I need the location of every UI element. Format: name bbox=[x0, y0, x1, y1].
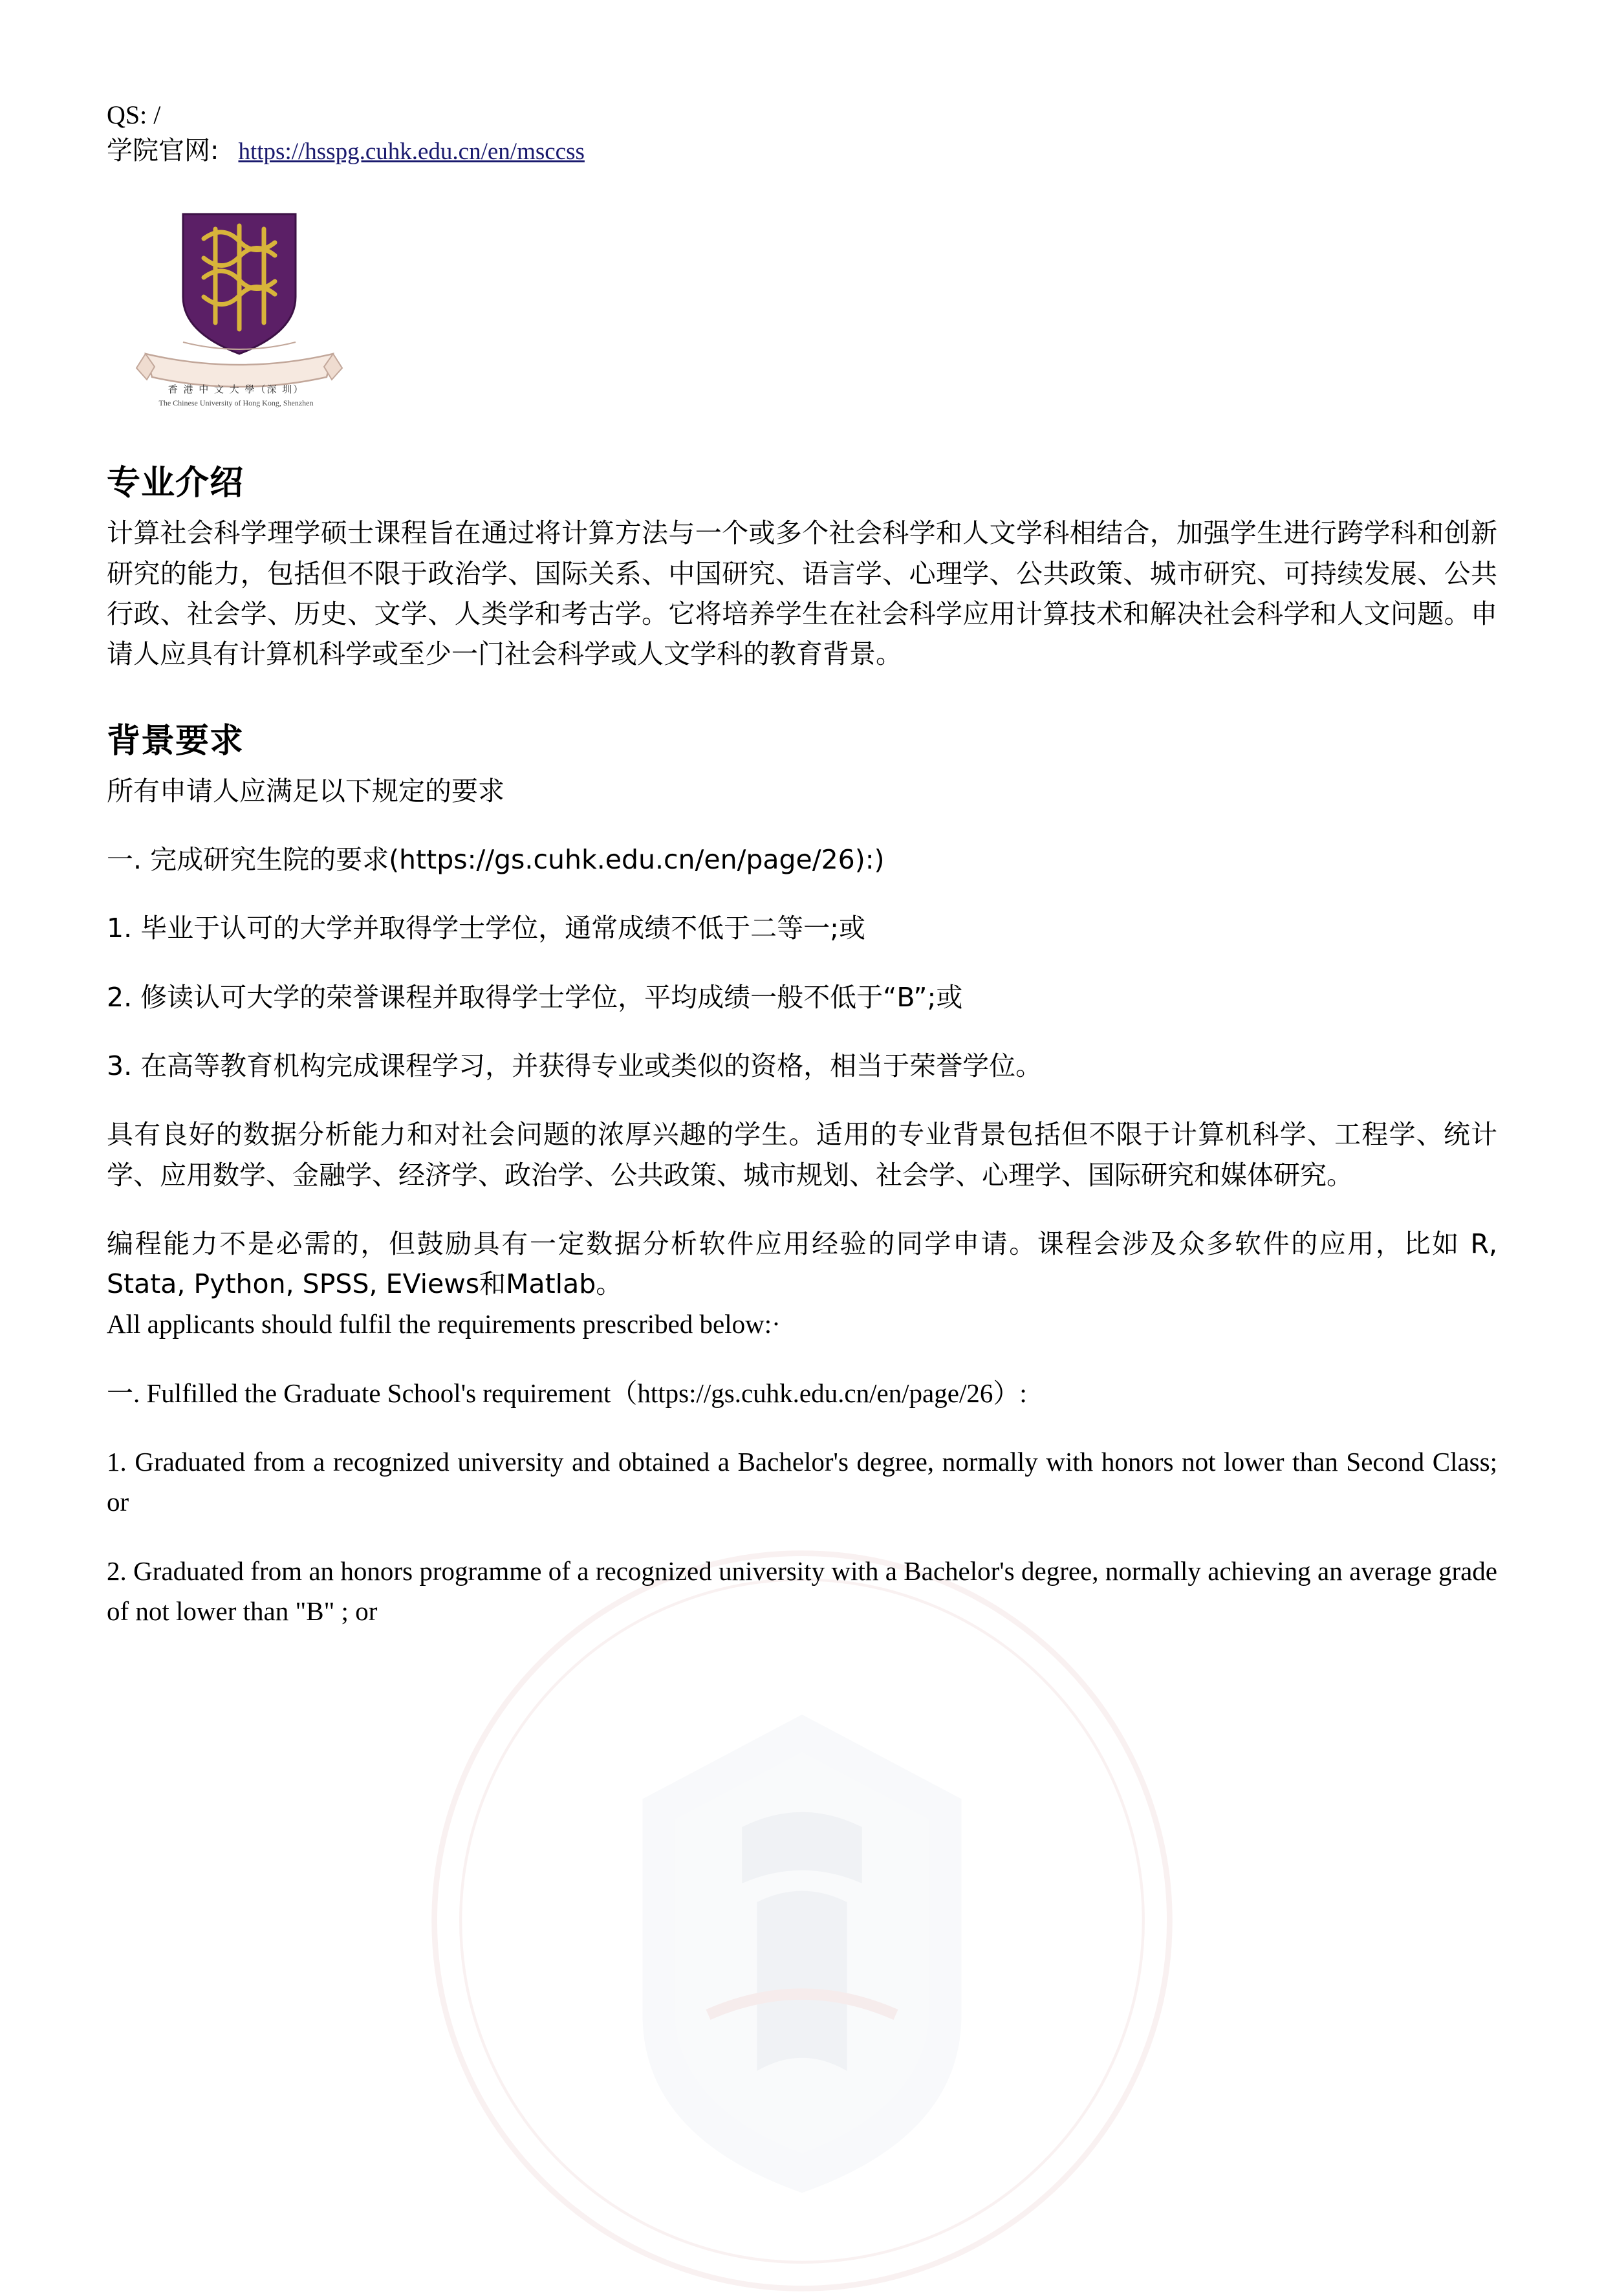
requirement-item-2-en: 2. Graduated from an honors programme of a recognized university with a Bachelor's degree, normally achieving an average grade of not lower than "B" ; or bbox=[107, 1555, 1497, 1626]
section-title-program-intro: 专业介绍 bbox=[107, 464, 244, 503]
program-intro-paragraph: 计算社会科学理学硕士课程旨在通过将计算方法与一个或多个社会科学和人文学科相结合，加强学生进行跨学科和创新研究的能力，包括但不限于政治学、国际关系、中国研究、语言学、心理学、公共政策、城市研究、可持续发展、公共行政、社会学、历史、文学、人类学和考古学。它将培养学生在社会科学应用计算技术和解决社会科学和人文问题。申请人应具有计算机科学或至少一门社会科学或人文学科的教育背景。 bbox=[107, 517, 1497, 670]
official-site-label: 学院官网: bbox=[107, 136, 219, 166]
svg-text:The Chinese University of Hong: The Chinese University of Hong Kong, Shenzhen bbox=[158, 398, 314, 408]
requirement-item-1-zh: 1. 毕业于认可的大学并取得学士学位，通常成绩不低于二等一;或 bbox=[107, 913, 865, 944]
qs-label: QS: / bbox=[107, 100, 161, 129]
requirement-graduate-school: 一. 完成研究生院的要求(https://gs.cuhk.edu.cn/en/page/26):) bbox=[107, 843, 885, 875]
official-site-line bbox=[107, 133, 1497, 169]
requirement-graduate-school-en: 一. Fulfilled the Graduate School's requirement（https://gs.cuhk.edu.cn/en/page/26）: bbox=[107, 1378, 1027, 1408]
requirement-item-2-zh: 2. 修读认可大学的荣誉课程并取得学士学位，平均成绩一般不低于“B”;或 bbox=[107, 981, 963, 1013]
cuhk-crest-icon bbox=[107, 200, 365, 413]
requirement-item-3-zh: 3. 在高等教育机构完成课程学习，并获得专业或类似的资格，相当于荣誉学位。 bbox=[107, 1050, 1043, 1081]
requirements-intro-en: All applicants should fulfil the requirements prescribed below:· bbox=[107, 1309, 781, 1339]
section-title-background-requirements: 背景要求 bbox=[107, 721, 244, 761]
svg-text:香 港 中 文 大 學（深 圳）: 香 港 中 文 大 學（深 圳） bbox=[168, 384, 305, 396]
university-logo bbox=[107, 200, 365, 417]
official-site-link[interactable]: https://hsspg.cuhk.edu.cn/en/msccss bbox=[238, 138, 585, 166]
requirement-item-1-en: 1. Graduated from a recognized university and obtained a Bachelor's degree, normally with honors not lower than Second Class; or bbox=[107, 1447, 1497, 1517]
suitable-backgrounds-zh: 具有良好的数据分析能力和对社会问题的浓厚兴趣的学生。适用的专业背景包括但不限于计算机科学、工程学、统计学、应用数学、金融学、经济学、政治学、公共政策、城市规划、社会学、心理学、国际研究和媒体研究。 bbox=[107, 1119, 1497, 1191]
qs-line bbox=[107, 97, 1497, 133]
requirements-intro: 所有申请人应满足以下规定的要求 bbox=[107, 775, 504, 807]
programming-note-zh: 编程能力不是必需的，但鼓励具有一定数据分析软件应用经验的同学申请。课程会涉及众多软件的应用，比如 R, Stata, Python, SPSS, EViews和Matlab。 bbox=[107, 1228, 1497, 1300]
